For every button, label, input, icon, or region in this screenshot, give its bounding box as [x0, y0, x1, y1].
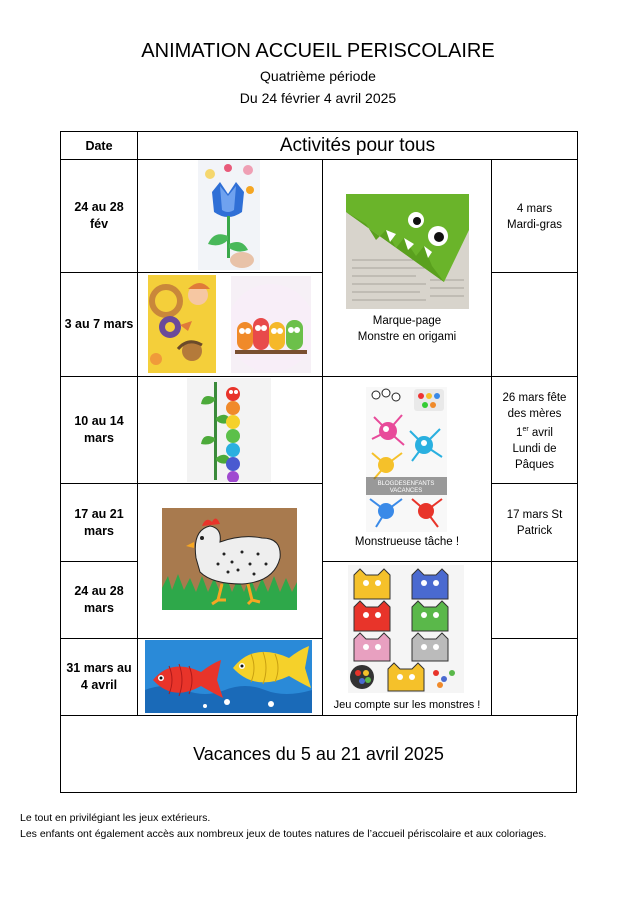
date-cell-week6 [60, 638, 138, 716]
mardi-gras-note [491, 201, 578, 233]
note-line: 4 mars [516, 203, 553, 215]
splat-banner-text: BLOGDESENFANTS [377, 481, 435, 487]
date-line: 24 au 28 [74, 584, 124, 598]
fish-craft-image [145, 640, 312, 713]
note-line: Pâques [514, 458, 554, 471]
tulip-icon [198, 160, 260, 270]
date-line: 17 au 21 [74, 506, 124, 521]
date-line: mars [84, 601, 114, 615]
tulip-craft-image [198, 160, 260, 270]
note-line: 26 mars fête [502, 392, 567, 404]
owl-craft-image [231, 276, 311, 373]
date-range: Du 24 février 4 avril 2025 [239, 90, 397, 106]
vacances-label: Vacances du 5 au 21 avril 2025 [193, 743, 444, 764]
page-title: ANIMATION ACCUEIL PERISCOLAIRE [141, 40, 495, 62]
bird-icon [148, 275, 216, 373]
date-header-label: Date [85, 138, 113, 153]
note-num: 1 [516, 426, 523, 439]
note-line: 17 mars St [506, 509, 563, 521]
footer-note-1: Le tout en privilégiant les jeux extérieurs. [20, 812, 211, 824]
date-cell-week1 [60, 159, 138, 273]
date-line: mars [84, 523, 114, 538]
caterpillar-craft-image [187, 378, 271, 482]
bookmark-monster-icon [346, 194, 469, 309]
date-cell-week4 [60, 483, 138, 562]
bird-craft-image [148, 275, 216, 373]
fish-icon [145, 640, 312, 713]
activities-column-header [137, 131, 578, 160]
hen-craft-image [162, 508, 297, 610]
owl-icon [231, 276, 311, 373]
fete-paques-note [491, 390, 578, 473]
note-line: Patrick [516, 525, 553, 537]
bookmark-monster-image [346, 194, 469, 309]
hen-icon [162, 508, 297, 610]
monster-count-image [348, 565, 464, 693]
date-line: mars [84, 431, 114, 445]
date-cell-week5 [60, 561, 138, 639]
note-line: des mères [507, 408, 562, 420]
caption-line: Marque-page [372, 315, 442, 327]
splat-monster-image [366, 387, 447, 532]
splat-caption: Monstrueuse tâche ! [354, 536, 460, 548]
date-line: 31 mars au [66, 661, 132, 675]
vacances-cell [60, 715, 577, 793]
period-subtitle: Quatrième période [260, 68, 376, 84]
date-cell-week2 [60, 272, 138, 377]
note-line [491, 422, 578, 441]
date-line: fév [89, 217, 109, 231]
note-line: Mardi-gras [507, 219, 562, 231]
date-column-header [60, 131, 138, 160]
bookmark-caption [322, 313, 492, 345]
footer-note-2: Les enfants ont également accès aux nombreux jeux de toutes natures de l’accueil périscolaire et aux coloriages. [20, 828, 547, 840]
date-cell-week3 [60, 376, 138, 484]
activities-header-label: Activités pour tous [279, 134, 436, 156]
st-patrick-note [491, 507, 578, 539]
date-line: 10 au 14 [74, 414, 124, 428]
date-line: 24 au 28 [74, 200, 124, 214]
monster-count-icon [348, 565, 464, 693]
side-note-cell-2 [491, 272, 578, 377]
side-note-cell-6 [491, 638, 578, 716]
note-sup: er [522, 426, 529, 433]
splat-monster-icon [366, 387, 447, 532]
note-line: Lundi de [512, 442, 557, 455]
monster-count-caption: Jeu compte sur les monstres ! [333, 699, 481, 711]
caterpillar-icon [187, 378, 271, 482]
note-word: avril [528, 426, 553, 439]
date-line: 3 au 7 mars [64, 317, 134, 331]
side-note-cell-5 [491, 561, 578, 639]
splat-banner-text: VACANCES [389, 488, 423, 494]
caption-line: Monstre en origami [357, 331, 457, 343]
date-line: 4 avril [80, 678, 118, 692]
